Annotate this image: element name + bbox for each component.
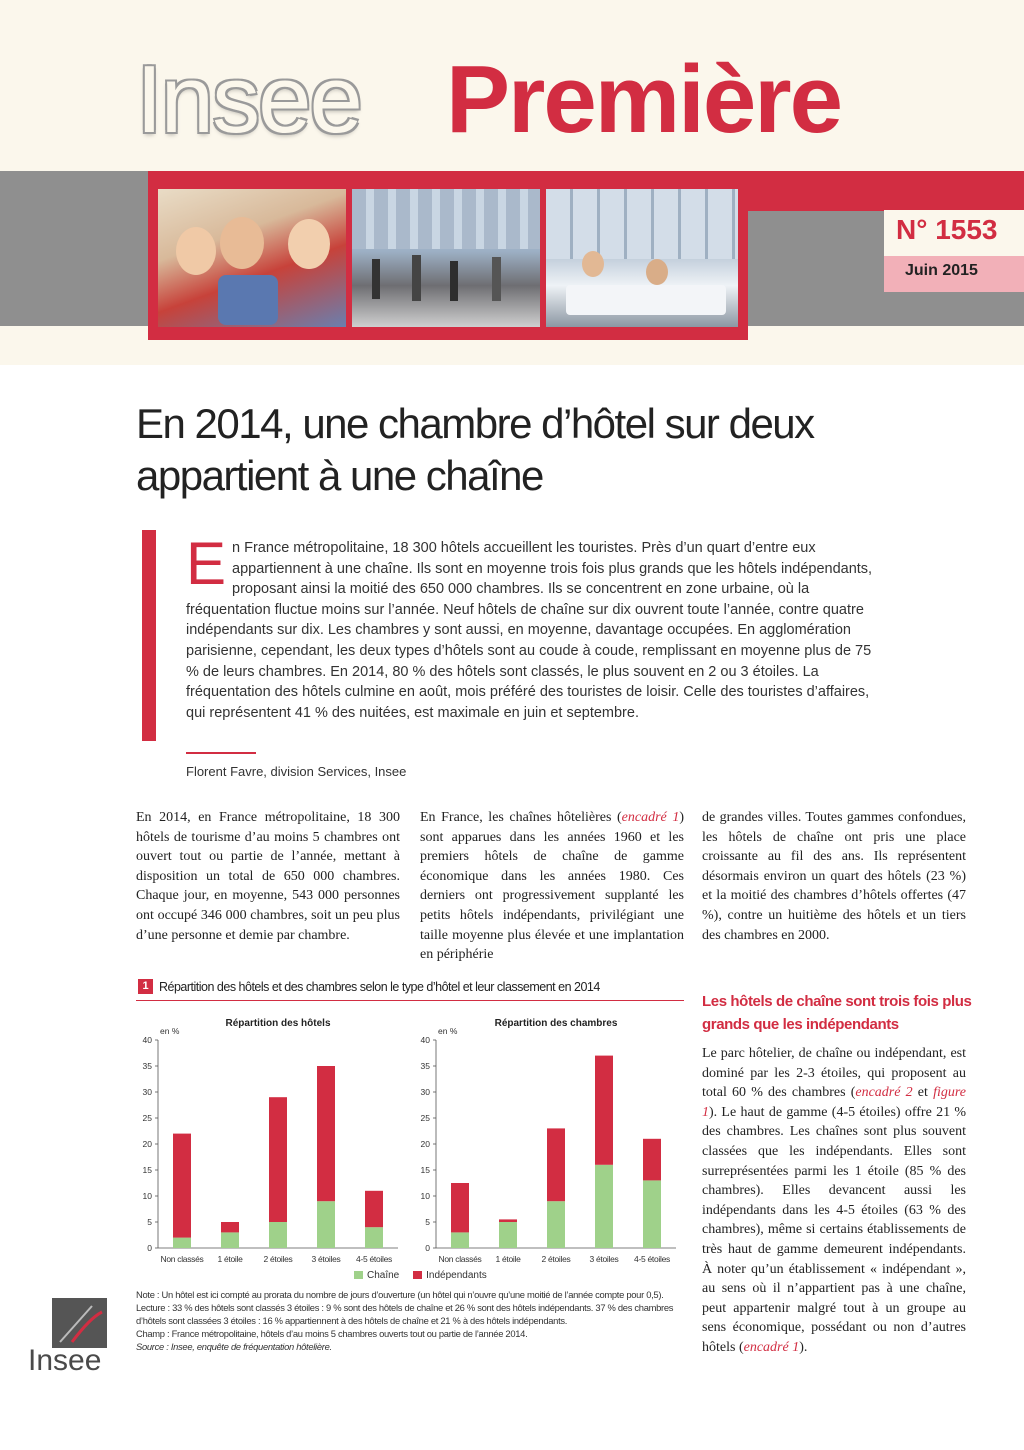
- x-tick-label: 1 étoile: [217, 1254, 243, 1264]
- lead-paragraph: [186, 530, 882, 723]
- bar-independent: [365, 1191, 383, 1227]
- bar-chain: [173, 1238, 191, 1248]
- bar-chain: [269, 1222, 287, 1248]
- y-tick-label: 40: [142, 1035, 152, 1045]
- y-tick-label: 15: [420, 1165, 430, 1175]
- x-tick-label: 2 étoiles: [541, 1254, 571, 1264]
- y-tick-label: 15: [142, 1165, 152, 1175]
- figure-source: Source : Insee, enquête de fréquentation hôtelière.: [136, 1341, 332, 1352]
- bar-chain: [317, 1201, 335, 1248]
- chart-hotels: [130, 1008, 402, 1268]
- bar-independent: [173, 1134, 191, 1238]
- figure-rule: [136, 1000, 684, 1001]
- masthead: [0, 0, 1024, 365]
- col3b-text-c: ).: [799, 1339, 808, 1355]
- bar-chain: [451, 1232, 469, 1248]
- figure-number-badge: 1: [138, 979, 153, 994]
- body-column-1: En 2014, en France métropolitaine, 18 300 hôtels de tourisme d’au moins 5 chambres ont ouvert tout ou partie de l’année, mettant à disposition un total de 650 000 chambres. Chaque jour, en moyenne, 543 000 personnes ont occupé 346 000 chambres, soit un peu plus d’une personne et demie par chambre.: [136, 810, 400, 943]
- y-axis-label: en %: [438, 1026, 458, 1036]
- chart-legend: [354, 1270, 487, 1281]
- ref-figure-1[interactable]: figure 1: [702, 1085, 967, 1120]
- y-tick-label: 0: [147, 1243, 152, 1253]
- brand-premiere: Première: [446, 46, 841, 153]
- bar-chain: [365, 1227, 383, 1248]
- chart-title: Répartition des hôtels: [225, 1018, 331, 1029]
- author-line: Florent Favre, division Services, Insee: [186, 764, 407, 779]
- figure-note: Note : Un hôtel est ici compté au prorata du nombre de jours d’ouverture (un hôtel qui n’ouvre qu’une moitié de l’année compte pour 0,5).: [136, 1289, 664, 1300]
- bar-independent: [269, 1097, 287, 1222]
- bar-independent: [499, 1219, 517, 1222]
- y-tick-label: 5: [147, 1217, 152, 1227]
- body-column-2: [420, 808, 684, 965]
- y-tick-label: 10: [420, 1191, 430, 1201]
- y-tick-label: 20: [142, 1139, 152, 1149]
- figure-champ: Champ : France métropolitaine, hôtels d’au moins 5 chambres ouverts tout ou partie de l’année 2014.: [136, 1328, 528, 1339]
- y-tick-label: 25: [420, 1113, 430, 1123]
- x-tick-label: Non classés: [438, 1254, 482, 1264]
- y-tick-label: 40: [420, 1035, 430, 1045]
- body-column-3-continued: [702, 1044, 966, 1358]
- ref-encadre-2[interactable]: encadré 2: [855, 1085, 913, 1101]
- lead-dropcap: E: [186, 530, 227, 597]
- bar-independent: [221, 1222, 239, 1232]
- x-tick-label: 4-5 étoiles: [356, 1254, 392, 1264]
- author-rule: [186, 752, 256, 754]
- col2-text-b: ) sont apparues dans les années 1960 et les premiers hôtels de chaîne de gamme économique dans les années 1980. Ces derniers ont progressivement supplanté les petits hôtels indépendants, privilégiant une taille moyenne plus élevée et une implantation en périphérie: [420, 810, 684, 963]
- col3b-text-and: et: [912, 1085, 934, 1101]
- legend-label-independent: Indépendants: [426, 1270, 487, 1281]
- col2-text-a: En France, les chaînes hôtelières (: [420, 810, 622, 825]
- cover-photos: [148, 180, 748, 340]
- photo-children: [158, 189, 346, 327]
- bar-chain: [499, 1222, 517, 1248]
- ref-encadre-1b[interactable]: encadré 1: [743, 1339, 800, 1355]
- figure-lecture: Lecture : 33 % des hôtels sont classés 3 étoiles : 9 % sont des hôtels de chaîne et 26 % sont des hôtels indépendants. 37 % des chambres d’hôtels sont classées 3 étoiles : 16 % appartiennent à des hôtels de chaîne et 21 % à des hôtels indépendants.: [136, 1302, 674, 1326]
- issue-date: Juin 2015: [905, 262, 978, 279]
- figure-title: Répartition des hôtels et des chambres selon le type d’hôtel et leur classement en 2014: [159, 980, 600, 994]
- bar-independent: [595, 1056, 613, 1165]
- x-tick-label: 4-5 étoiles: [634, 1254, 670, 1264]
- bar-independent: [451, 1183, 469, 1232]
- photo-station-crowd: [352, 189, 540, 327]
- lead-accent-bar: [142, 530, 156, 741]
- y-tick-label: 30: [142, 1087, 152, 1097]
- lead-text: n France métropolitaine, 18 300 hôtels accueillent les touristes. Près d’un quart d’entre eux appartiennent à une chaîne. Ils sont en moyenne trois fois plus grands que les hôtels indépendants, proposant ainsi la moitié des 650 000 chambres. Ils se concentrent en zone urbaine, où la fréquentation fluctue moins sur l’année. Neuf hôtels de chaîne sur dix ouvrent toute l’année, contre quatre indépendants sur dix. Les chambres y sont aussi, en moyenne, davantage occupées. En agglomération parisienne, cependant, les deux types d’hôtels sont au coude à coude, remplissant en moyenne plus de 75 % de leurs chambres. En 2014, 80 % des hôtels sont classés, le plus souvent en 2 ou 3 étoiles. La fréquentation des hôtels culmine en août, mois préféré des touristes de loisir. Celle des touristes d’affaires, qui représentent 41 % des nuitées, est maximale en juin et septembre.: [186, 540, 873, 721]
- insee-logo-icon: [52, 1298, 107, 1348]
- y-tick-label: 5: [425, 1217, 430, 1227]
- bar-independent: [643, 1139, 661, 1181]
- x-tick-label: 2 étoiles: [263, 1254, 293, 1264]
- y-tick-label: 10: [142, 1191, 152, 1201]
- x-tick-label: 1 étoile: [495, 1254, 521, 1264]
- section-subheading: Les hôtels de chaîne sont trois fois plus grands que les indépendants: [702, 993, 972, 1033]
- y-tick-label: 20: [420, 1139, 430, 1149]
- y-axis-label: en %: [160, 1026, 180, 1036]
- y-tick-label: 25: [142, 1113, 152, 1123]
- bar-independent: [317, 1066, 335, 1201]
- y-tick-label: 35: [142, 1061, 152, 1071]
- article-title: En 2014, une chambre d’hôtel sur deux appartient à une chaîne: [136, 400, 814, 499]
- brand-insee: Insee: [136, 46, 361, 153]
- figure-notes: [136, 1288, 688, 1353]
- bar-independent: [547, 1128, 565, 1201]
- issue-number: N° 1553: [896, 214, 998, 245]
- legend-swatch-independent: [413, 1271, 422, 1279]
- bar-chain: [547, 1201, 565, 1248]
- x-tick-label: 3 étoiles: [589, 1254, 619, 1264]
- body-column-3: de grandes villes. Toutes gammes confondues, les hôtels de chaîne ont pris une place croissante au fil des ans. Ils représentent désormais environ un quart des hôtels (23 %) et la moitié des chambres d’hôtels offertes (47 %), contre un huitième des hôtels et un tiers des chambres en 2000.: [702, 810, 966, 943]
- y-tick-label: 30: [420, 1087, 430, 1097]
- legend-swatch-chain: [354, 1271, 363, 1279]
- bar-chain: [643, 1180, 661, 1248]
- y-tick-label: 35: [420, 1061, 430, 1071]
- bar-chain: [595, 1165, 613, 1248]
- y-tick-label: 0: [425, 1243, 430, 1253]
- x-tick-label: 3 étoiles: [311, 1254, 341, 1264]
- chart-title: Répartition des chambres: [494, 1018, 618, 1029]
- col3b-text-b: ). Le haut de gamme (4-5 étoiles) offre 21 % des chambres. Les chaînes sont plus souvent classées que les indépendants. Elles sont surreprésentées parmi les 1 étoile (85 % des chambres). Elles devancent aussi les indépendants dans les 4-5 étoiles (63 % des chambres), même si certains établissements de très haut de gamme demeurent indépendants. À noter qu’un établissement « indépendant », au sens où il n’appartient pas à une chaîne, peut appartenir malgré tout à un groupe au sens économique, possédant ou non d’autres hôtels (: [702, 1104, 966, 1355]
- ref-encadre-1[interactable]: encadré 1: [621, 810, 680, 825]
- chart-rooms: [408, 1008, 688, 1268]
- insee-logo-text: Insee: [28, 1344, 102, 1377]
- bar-chain: [221, 1232, 239, 1248]
- col3b-text-a: Le parc hôtelier, de chaîne ou indépendant, est dominé par les 2-3 étoiles, qui proposent au total 60 % des chambres (: [702, 1046, 966, 1101]
- x-tick-label: Non classés: [160, 1254, 204, 1264]
- insee-logo-mark: [52, 1298, 107, 1348]
- photo-office-workers: [546, 189, 738, 327]
- legend-label-chain: Chaîne: [367, 1270, 400, 1281]
